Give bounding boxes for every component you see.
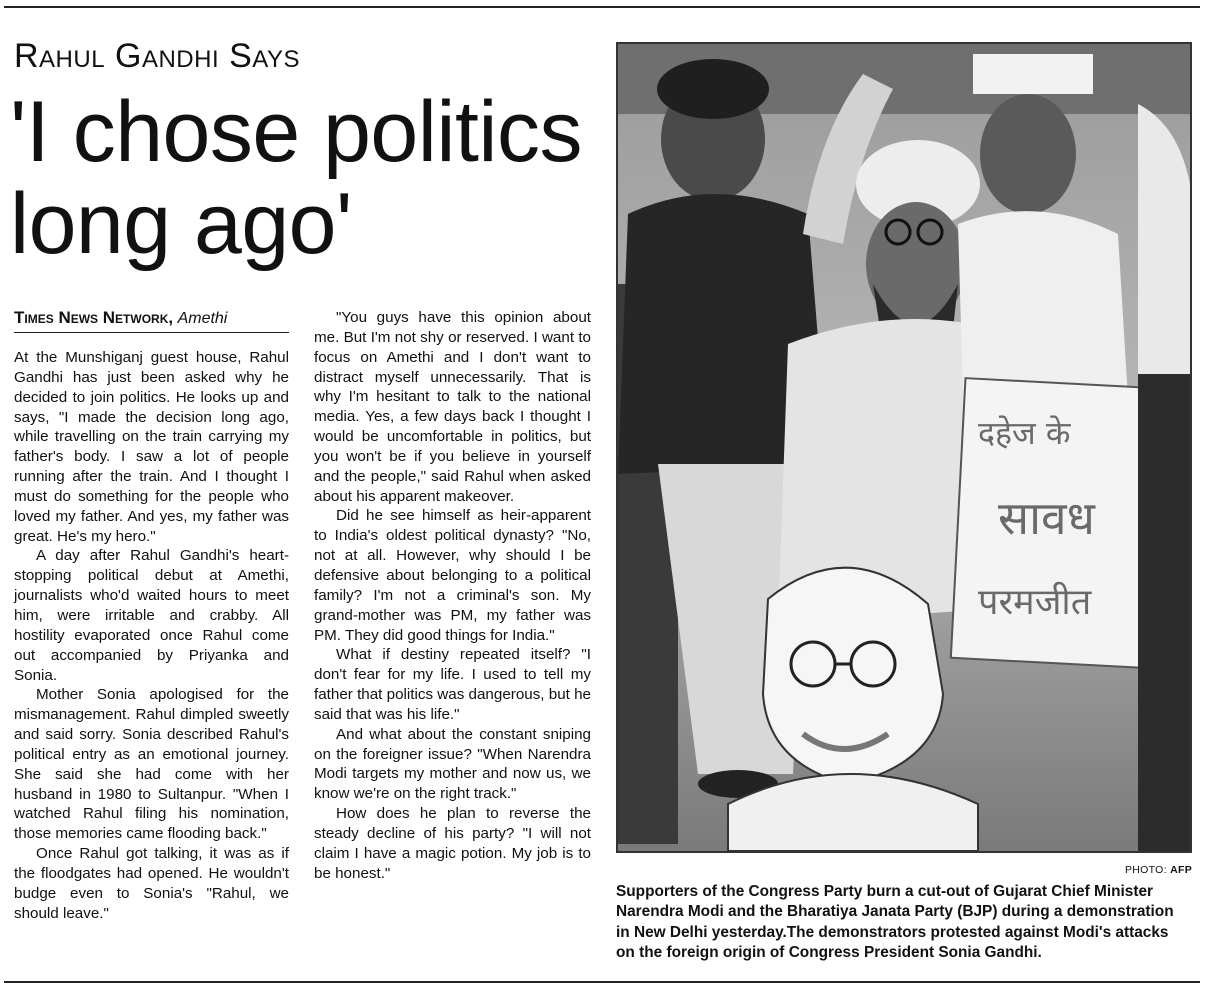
article-column-1 xyxy=(14,348,289,923)
protest-photo-illustration xyxy=(618,44,1190,851)
caption-line: Supporters of the Congress Party burn a cut-out of Gujarat Chief Minister xyxy=(616,883,1154,900)
headline-line-1: 'I chose politics xyxy=(10,84,582,180)
paragraph: At the Munshiganj guest house, Rahul Gandhi has just been asked why he decided to join politics. He looks up and says, "I made the decision long ago, while travelling on the train carrying my father's body. I saw a lot of people running after the train. And I thought I must do something for the people who loved my father. And yes, my father was great. He's my hero." xyxy=(14,349,289,545)
headline xyxy=(10,86,610,270)
svg-text:सावध: सावध xyxy=(998,491,1095,545)
paragraph: A day after Rahul Gandhi's heart-stopping political debut at Amethi, journalists who'd waited hours to meet him, were irritable and crabby. All hostility evaporated once Rahul come out accompanied by Priyanka and Sonia. xyxy=(14,547,289,684)
byline xyxy=(14,307,289,333)
caption-line: Narendra Modi and the Bharatiya Janata Party (BJP) during a demonstration xyxy=(616,903,1174,921)
news-photo xyxy=(616,42,1192,853)
bottom-rule xyxy=(4,981,1200,983)
photo-credit-agency: AFP xyxy=(1170,864,1192,876)
paragraph: Mother Sonia apologised for the mismanagement. Rahul dimpled sweetly and said sorry. Sonia described Rahul's political entry as an emotional journey. She said she had come with her husband in 1980 to Sultanpur. "When I watched Rahul filing his nomination, those memories came flooding back." xyxy=(14,686,289,843)
headline-line-2: long ago' xyxy=(10,176,352,272)
photo-credit-label: PHOTO: xyxy=(1125,864,1167,876)
photo-caption xyxy=(616,882,1194,964)
caption-line: in New Delhi yesterday.The demonstrators protested against Modi's attacks xyxy=(616,923,1169,941)
paragraph: What if destiny repeated itself? "I don't fear for my life. I used to tell my father that politics was dangerous, but he said that was his life." xyxy=(314,646,591,723)
photo-credit xyxy=(1000,863,1192,877)
paragraph: Once Rahul got talking, it was as if the floodgates had opened. He wouldn't budge even to Sonia's "Rahul, we should leave." xyxy=(14,845,289,922)
paragraph: And what about the constant sniping on the foreigner issue? "When Narendra Modi targets my mother and now us, we know we're on the right track." xyxy=(314,725,591,803)
top-rule xyxy=(4,6,1200,8)
svg-text:परमजीत: परमजीत xyxy=(978,582,1092,623)
caption-line: on the foreign origin of Congress President Sonia Gandhi. xyxy=(616,944,1042,962)
svg-text:दहेज के: दहेज के xyxy=(978,414,1071,452)
article-column-2 xyxy=(314,308,591,883)
byline-org: Times News Network, xyxy=(14,308,174,327)
paragraph: How does he plan to reverse the steady decline of his party? "I will not claim I have a magic potion. My job is to be honest." xyxy=(314,805,591,882)
paragraph: "You guys have this opinion about me. But I'm not shy or reserved. I want to focus on Amethi and I don't want to distract myself unnecessarily. That is why I'm hesitant to talk to the national media. Yes, a few days back I thought I would be uncomfortable in politics, but you won't be if you believe in yourself and the people," said Rahul when asked about his apparent makeover. xyxy=(314,309,591,505)
byline-location: Amethi xyxy=(177,310,228,327)
headline-kicker: Rahul Gandhi Says xyxy=(14,37,301,75)
paragraph: Did he see himself as heir-apparent to India's oldest political dynasty? "No, not at all. However, why should I be defensive about belonging to a political family? I'm not a criminal's son. My grand-mother was PM, my father was PM. They did good things for India." xyxy=(314,507,591,644)
